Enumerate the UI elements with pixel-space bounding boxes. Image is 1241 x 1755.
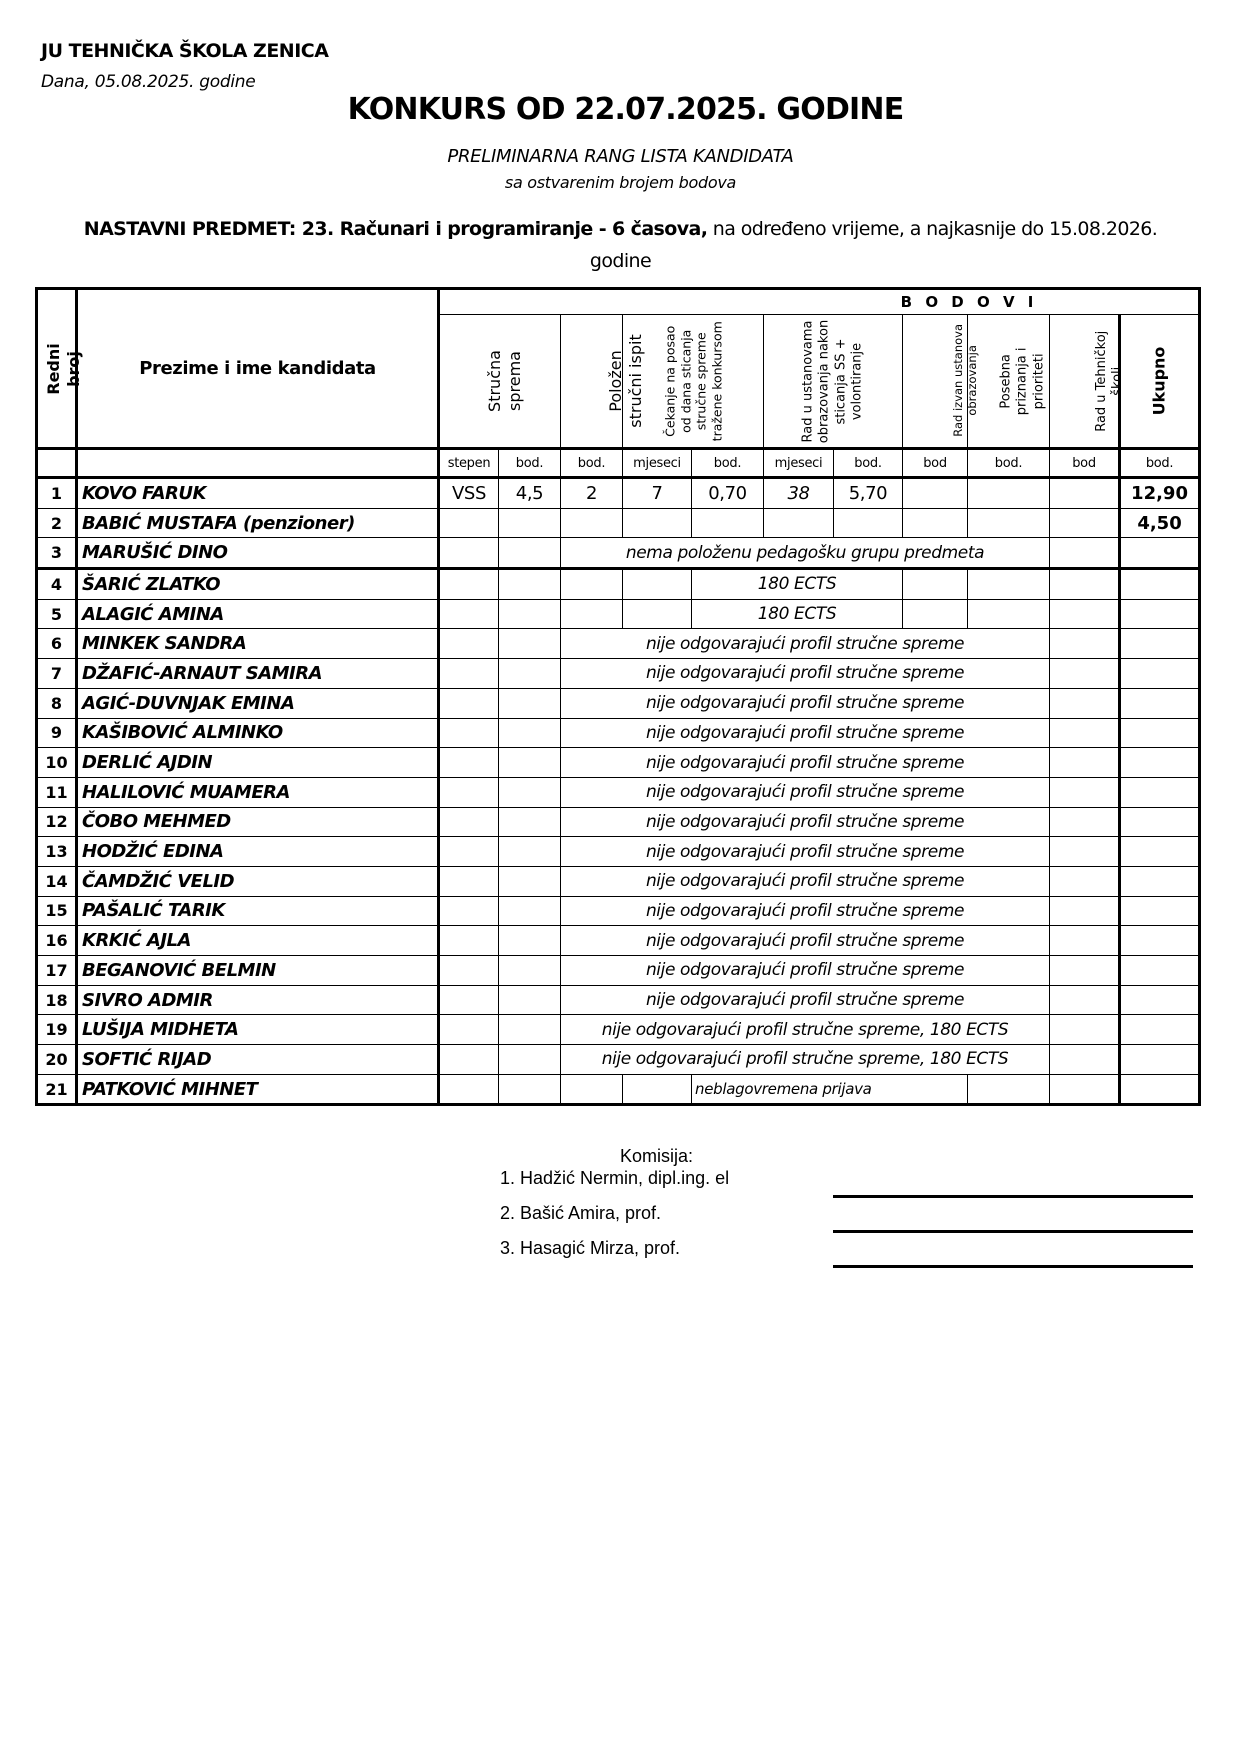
row-number: 9 (37, 718, 77, 748)
rad-teh-cell (1050, 538, 1120, 569)
ukupno-cell (1120, 659, 1200, 689)
row-number: 13 (37, 837, 77, 867)
note-cell: nije odgovarajući profil stručne spreme (561, 866, 1050, 896)
ukupno-cell (1120, 599, 1200, 629)
candidate-name: BEGANOVIĆ BELMIN (77, 956, 439, 986)
note-cell: nije odgovarajući profil stručne spreme (561, 659, 1050, 689)
header-ukupno-label: Ukupno (1149, 346, 1169, 416)
ss-bod-cell (499, 807, 561, 837)
signature-line (833, 1265, 1193, 1268)
stepen-cell (439, 659, 499, 689)
unit-cell: bod. (499, 449, 561, 478)
header-name: Prezime i ime kandidata (77, 289, 439, 449)
stepen-cell (439, 985, 499, 1015)
row-number: 21 (37, 1074, 77, 1105)
header-polozen-l1: Položen (606, 350, 625, 412)
note-cell: nije odgovarajući profil stručne spreme, 180 ECTS (561, 1015, 1050, 1045)
candidate-name: ČAMDŽIĆ VELID (77, 866, 439, 896)
table-row (37, 896, 1200, 926)
rad-teh-cell (1050, 1074, 1120, 1105)
rad-teh-cell (1050, 599, 1120, 629)
school-name: JU TEHNIČKA ŠKOLA ZENICA (41, 40, 329, 62)
candidate-name: ALAGIĆ AMINA (77, 599, 439, 629)
table-row (37, 926, 1200, 956)
ukupno-cell (1120, 807, 1200, 837)
ukupno-cell (1120, 718, 1200, 748)
ss-bod-cell (499, 508, 561, 538)
row-number: 20 (37, 1045, 77, 1075)
unit-cell: mjeseci (623, 449, 692, 478)
header-rad-izvan-label: Rad izvan ustanova obrazovanja (951, 324, 980, 438)
stepen-cell (439, 777, 499, 807)
row-number: 3 (37, 538, 77, 569)
ukupno-cell (1120, 1045, 1200, 1075)
ukupno-cell (1120, 866, 1200, 896)
header-strucna-sprema (439, 315, 561, 449)
header-cekanje-label: Čekanje na posao od dana sticanja stručne spreme tražene konkursom (661, 320, 724, 441)
rad-teh-cell (1050, 1015, 1120, 1045)
row-number: 1 (37, 478, 77, 509)
commission-title: Komisija: (620, 1146, 694, 1166)
unit-cell: bod (903, 449, 968, 478)
candidate-name: LUŠIJA MIDHETA (77, 1015, 439, 1045)
rad-teh-cell (1050, 837, 1120, 867)
ss-bod-cell (499, 599, 561, 629)
subject-line (60, 213, 1181, 277)
note-cell: nije odgovarajući profil stručne spreme (561, 718, 1050, 748)
header-ukupno (1120, 315, 1200, 449)
rad-teh-cell (1050, 569, 1120, 600)
row-number: 6 (37, 629, 77, 659)
candidate-name: HALILOVIĆ MUAMERA (77, 777, 439, 807)
header-redni-broj (37, 289, 83, 449)
rad-izvan-cell (903, 569, 968, 600)
table-row (37, 538, 1200, 569)
unit-cell: mjeseci (764, 449, 834, 478)
candidate-name: ŠARIĆ ZLATKO (77, 569, 439, 600)
unit-cell: bod (1050, 449, 1120, 478)
stepen-cell: VSS (439, 478, 499, 509)
table-row (37, 1074, 1200, 1105)
note-cell: nije odgovarajući profil stručne spreme (561, 896, 1050, 926)
unit-cell: bod. (561, 449, 623, 478)
unit-cell: stepen (439, 449, 499, 478)
header-strucna-sprema-l1: Stručna (485, 350, 504, 412)
rad-teh-cell (1050, 478, 1120, 509)
row-number: 11 (37, 777, 77, 807)
stepen-cell (439, 807, 499, 837)
note-cell: nije odgovarajući profil stručne spreme (561, 777, 1050, 807)
header-rad-teh (1050, 315, 1125, 449)
ukupno-cell: 4,50 (1120, 508, 1200, 538)
stepen-cell (439, 629, 499, 659)
note-cell: nije odgovarajući profil stručne spreme (561, 956, 1050, 986)
stepen-cell (439, 569, 499, 600)
rad-izvan-cell (903, 508, 968, 538)
table-row (37, 1045, 1200, 1075)
unit-cell: bod. (692, 449, 764, 478)
ukupno-cell (1120, 688, 1200, 718)
rad-bod-cell (834, 508, 903, 538)
ukupno-cell (1120, 569, 1200, 600)
stepen-cell (439, 956, 499, 986)
rad-teh-cell (1050, 866, 1120, 896)
rad-teh-cell (1050, 629, 1120, 659)
unit-cell: bod. (968, 449, 1050, 478)
row-number: 17 (37, 956, 77, 986)
posebna-cell (968, 1074, 1050, 1105)
table-row (37, 866, 1200, 896)
table-row (37, 478, 1200, 509)
ukupno-cell (1120, 985, 1200, 1015)
ukupno-cell (1120, 1015, 1200, 1045)
candidate-name: MARUŠIĆ DINO (77, 538, 439, 569)
note-cell: nije odgovarajući profil stručne spreme (561, 629, 1050, 659)
row-number: 16 (37, 926, 77, 956)
row-number: 19 (37, 1015, 77, 1045)
row-number: 18 (37, 985, 77, 1015)
row-number: 15 (37, 896, 77, 926)
subtitle: PRELIMINARNA RANG LISTA KANDIDATA (447, 146, 794, 167)
header-posebna-label: Posebna priznanja i prioriteti (998, 347, 1047, 415)
ukupno-cell (1120, 538, 1200, 569)
stepen-cell (439, 837, 499, 867)
ukupno-cell (1120, 748, 1200, 778)
psi-bod-cell (561, 1074, 623, 1105)
rad-teh-cell (1050, 956, 1120, 986)
header-bodovi-label: B O D O V I (900, 293, 1038, 311)
cekanje-mjeseci-cell (623, 599, 692, 629)
ss-bod-cell (499, 956, 561, 986)
posebna-cell (968, 599, 1050, 629)
commission-member: 2. Bašić Amira, prof. (500, 1203, 662, 1223)
ss-bod-cell (499, 866, 561, 896)
ss-bod-cell (499, 629, 561, 659)
ss-bod-cell (499, 926, 561, 956)
ss-bod-cell (499, 896, 561, 926)
note-cell: 180 ECTS (692, 599, 903, 629)
rad-teh-cell (1050, 807, 1120, 837)
note-cell: nije odgovarajući profil stručne spreme (561, 688, 1050, 718)
ukupno-cell (1120, 956, 1200, 986)
row-number: 8 (37, 688, 77, 718)
stepen-cell (439, 718, 499, 748)
signature-line (833, 1195, 1193, 1198)
stepen-cell (439, 688, 499, 718)
stepen-cell (439, 866, 499, 896)
stepen-cell (439, 926, 499, 956)
header-strucna-sprema-l2: sprema (505, 351, 524, 411)
candidate-name: HODŽIĆ EDINA (77, 837, 439, 867)
candidate-name: PAŠALIĆ TARIK (77, 896, 439, 926)
rad-teh-cell (1050, 718, 1120, 748)
note-cell: nije odgovarajući profil stručne spreme (561, 837, 1050, 867)
commission-member: 1. Hadžić Nermin, dipl.ing. el (500, 1168, 730, 1188)
ukupno-cell (1120, 837, 1200, 867)
note-cell: nije odgovarajući profil stručne spreme (561, 985, 1050, 1015)
posebna-cell (968, 569, 1050, 600)
candidate-name: KRKIĆ AJLA (77, 926, 439, 956)
psi-bod-cell (561, 508, 623, 538)
rad-mjeseci-cell (764, 508, 834, 538)
header-polozen (561, 315, 645, 449)
cekanje-mjeseci-cell: 7 (623, 478, 692, 509)
rad-teh-cell (1050, 688, 1120, 718)
candidate-name: SOFTIĆ RIJAD (77, 1045, 439, 1075)
header-redni-broj-label: Redni broj (43, 342, 83, 395)
units-empty-name (77, 449, 439, 478)
ss-bod-cell (499, 1045, 561, 1075)
candidate-name: AGIĆ-DUVNJAK EMINA (77, 688, 439, 718)
header-cekanje (623, 315, 764, 449)
row-number: 4 (37, 569, 77, 600)
subject-rest: na određeno vrijeme, a najkasnije do 15.08.2026. godine (589, 218, 1158, 272)
ss-bod-cell (499, 837, 561, 867)
cekanje-mjeseci-cell (623, 508, 692, 538)
candidate-name: KOVO FARUK (77, 478, 439, 509)
table-row (37, 659, 1200, 689)
stepen-cell (439, 538, 499, 569)
row-number: 14 (37, 866, 77, 896)
candidate-name: PATKOVIĆ MIHNET (77, 1074, 439, 1105)
cekanje-mjeseci-cell (623, 569, 692, 600)
table-row (37, 599, 1200, 629)
stepen-cell (439, 599, 499, 629)
note-cell: nije odgovarajući profil stručne spreme (561, 926, 1050, 956)
header-rad-u-ustanovama (764, 315, 903, 449)
header-bodovi (439, 289, 1200, 315)
rank-table (35, 287, 1201, 1106)
row-number: 2 (37, 508, 77, 538)
rad-teh-cell (1050, 748, 1120, 778)
unit-cell: bod. (834, 449, 903, 478)
note-cell: nema položenu pedagošku grupu predmeta (561, 538, 1050, 569)
rad-teh-cell (1050, 777, 1120, 807)
psi-bod-cell (561, 569, 623, 600)
rad-izvan-cell (903, 478, 968, 509)
ss-bod-cell (499, 569, 561, 600)
table-row (37, 1015, 1200, 1045)
stepen-cell (439, 1045, 499, 1075)
rad-teh-cell (1050, 1045, 1120, 1075)
ss-bod-cell (499, 1074, 561, 1105)
table-row (37, 777, 1200, 807)
ss-bod-cell (499, 777, 561, 807)
ss-bod-cell (499, 718, 561, 748)
ukupno-cell (1120, 629, 1200, 659)
stepen-cell (439, 896, 499, 926)
stepen-cell (439, 1015, 499, 1045)
note-cell: 180 ECTS (692, 569, 903, 600)
row-number: 12 (37, 807, 77, 837)
subsubtitle: sa ostvarenim brojem bodova (504, 173, 737, 192)
header-rad-u-ustanovama-label: Rad u ustanovama obrazovanja nakon sticanja SS + volontiranje (800, 319, 865, 443)
ss-bod-cell: 4,5 (499, 478, 561, 509)
table-row (37, 748, 1200, 778)
ss-bod-cell (499, 985, 561, 1015)
note-cell: nije odgovarajući profil stručne spreme (561, 807, 1050, 837)
subject-bold: NASTAVNI PREDMET: 23. Računari i programiranje - 6 časova, (83, 218, 708, 240)
header-polozen-l2: stručni ispit (626, 334, 645, 428)
candidate-name: MINKEK SANDRA (77, 629, 439, 659)
cekanje-bod-cell (692, 508, 764, 538)
ukupno-cell (1120, 926, 1200, 956)
table-row (37, 985, 1200, 1015)
ukupno-cell (1120, 777, 1200, 807)
rad-teh-cell (1050, 508, 1120, 538)
commission-member: 3. Hasagić Mirza, prof. (500, 1238, 681, 1258)
posebna-cell (968, 478, 1050, 509)
note-cell: nije odgovarajući profil stručne spreme (561, 748, 1050, 778)
note-cell: neblagovremena prijava (692, 1074, 968, 1105)
candidate-name: SIVRO ADMIR (77, 985, 439, 1015)
table-row (37, 688, 1200, 718)
row-number: 5 (37, 599, 77, 629)
unit-cell: bod. (1120, 449, 1200, 478)
candidate-name: ČOBO MEHMED (77, 807, 439, 837)
ss-bod-cell (499, 1015, 561, 1045)
table-row (37, 956, 1200, 986)
ss-bod-cell (499, 688, 561, 718)
rad-teh-cell (1050, 896, 1120, 926)
ukupno-cell (1120, 1074, 1200, 1105)
ss-bod-cell (499, 659, 561, 689)
header-rad-teh-label: Rad u Tehničkoj školi (1093, 330, 1125, 432)
ukupno-cell (1120, 896, 1200, 926)
candidate-name: BABIĆ MUSTAFA (penzioner) (77, 508, 439, 538)
cekanje-bod-cell: 0,70 (692, 478, 764, 509)
ss-bod-cell (499, 538, 561, 569)
candidate-name: DŽAFIĆ-ARNAUT SAMIRA (77, 659, 439, 689)
stepen-cell (439, 748, 499, 778)
psi-bod-cell (561, 599, 623, 629)
header-rad-izvan (903, 315, 980, 449)
page-title: KONKURS OD 22.07.2025. GODINE (347, 92, 904, 127)
cekanje-mjeseci-cell (623, 1074, 692, 1105)
row-number: 10 (37, 748, 77, 778)
rad-teh-cell (1050, 985, 1120, 1015)
rad-izvan-cell (903, 599, 968, 629)
rad-teh-cell (1050, 659, 1120, 689)
rad-bod-cell: 5,70 (834, 478, 903, 509)
candidate-name: KAŠIBOVIĆ ALMINKO (77, 718, 439, 748)
table-row (37, 807, 1200, 837)
row-number: 7 (37, 659, 77, 689)
posebna-cell (968, 508, 1050, 538)
table-row (37, 718, 1200, 748)
stepen-cell (439, 1074, 499, 1105)
note-cell: nije odgovarajući profil stručne spreme, 180 ECTS (561, 1045, 1050, 1075)
rad-teh-cell (1050, 926, 1120, 956)
header-posebna (968, 315, 1050, 449)
document-date: Dana, 05.08.2025. godine (41, 72, 256, 92)
ss-bod-cell (499, 748, 561, 778)
units-empty-no (37, 449, 77, 478)
header-strucna-sprema-label (485, 316, 525, 446)
psi-bod-cell: 2 (561, 478, 623, 509)
stepen-cell (439, 508, 499, 538)
table-row (37, 569, 1200, 600)
table-row (37, 508, 1200, 538)
signature-line (833, 1230, 1193, 1233)
ukupno-cell: 12,90 (1120, 478, 1200, 509)
candidate-name: DERLIĆ AJDIN (77, 748, 439, 778)
table-row (37, 629, 1200, 659)
table-row (37, 837, 1200, 867)
rad-mjeseci-cell: 38 (764, 478, 834, 509)
